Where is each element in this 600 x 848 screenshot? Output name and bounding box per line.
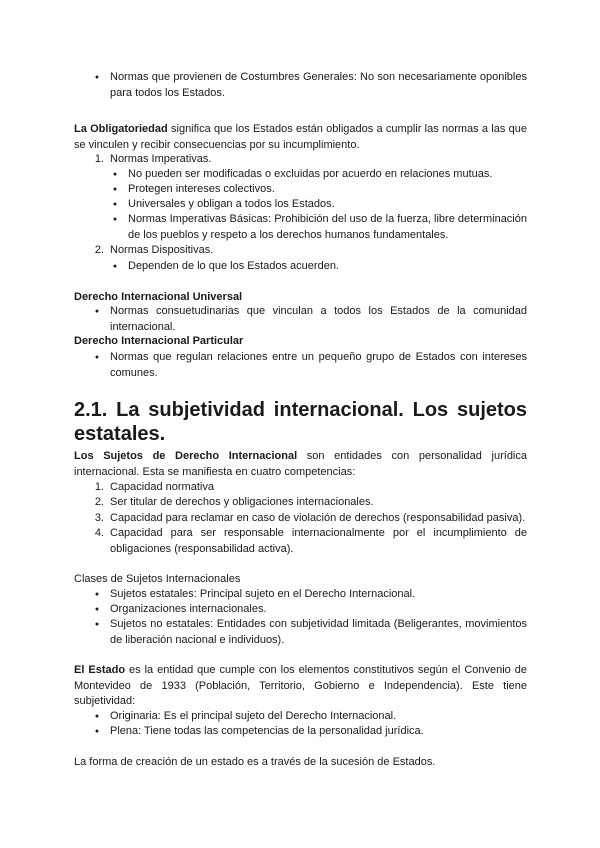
bullet-icon <box>90 724 104 741</box>
numbered-item-dispositivas <box>94 243 527 259</box>
list-item-text: Originaria: Es el principal sujeto del Derecho Internacional. <box>110 710 397 722</box>
list-item <box>128 259 527 275</box>
list-item <box>110 617 527 648</box>
list-item-text: Sujetos estatales: Principal sujeto en el Derecho Internacional. <box>110 588 416 600</box>
list-item <box>128 167 527 183</box>
list-item-text: Organizaciones internacionales. <box>110 603 267 615</box>
sujetos-text: son entidades con personalidad jurídica internacional. Esta se manifiesta en cuatro competencias: <box>74 450 527 478</box>
list-item <box>110 350 527 381</box>
estado-term: El Estado <box>74 664 126 676</box>
obligatoriedad-term: La Obligatoriedad <box>74 123 168 135</box>
obligatoriedad-paragraph <box>74 122 527 153</box>
list-number: 3. <box>94 512 104 524</box>
list-item <box>110 709 527 725</box>
bullet-icon <box>90 304 104 321</box>
list-item <box>110 304 527 335</box>
list-item-text: Dependen de lo que los Estados acuerden. <box>128 260 339 272</box>
list-item-text: Normas Imperativas. <box>110 153 212 165</box>
list-number: 1. <box>94 481 104 493</box>
bullet-icon <box>90 70 104 87</box>
list-item <box>128 182 527 198</box>
list-item-text: Capacidad normativa <box>110 481 214 493</box>
numbered-item <box>94 511 527 527</box>
list-item <box>110 724 527 740</box>
list-item-text: No pueden ser modificadas o excluidas por acuerdo en relaciones mutuas. <box>128 168 493 180</box>
list-item-text: Sujetos no estatales: Entidades con subjetividad limitada (Beligerantes, movimientos de liberación nacional e individuos). <box>110 618 527 646</box>
list-number: 1. <box>94 153 104 165</box>
universal-heading: Derecho Internacional Universal <box>74 291 243 303</box>
list-item <box>110 602 527 618</box>
bullet-icon <box>90 350 104 367</box>
list-item-text: Plena: Tiene todas las competencias de la personalidad jurídica. <box>110 725 424 737</box>
bullet-icon <box>108 259 122 276</box>
numbered-item <box>94 480 527 496</box>
section-title: 2.1. La subjetividad internacional. Los sujetos estatales. <box>74 399 527 445</box>
estado-paragraph <box>74 663 527 710</box>
list-item-text: Ser titular de derechos y obligaciones internacionales. <box>110 496 374 508</box>
numbered-item <box>94 495 527 511</box>
obligatoriedad-text: significa que los Estados están obligados a cumplir las normas a las que se vinculen y recibir consecuencias por su incumplimiento. <box>74 123 527 151</box>
list-item-text: Capacidad para reclamar en caso de violación de derechos (responsabilidad pasiva). <box>110 512 526 524</box>
list-item <box>128 197 527 213</box>
list-item <box>110 70 527 101</box>
list-item-text: Capacidad para ser responsable internacionalmente por el incumplimiento de obligaciones (responsabilidad activa). <box>110 527 527 555</box>
estado-text: es la entidad que cumple con los elementos constitutivos según el Convenio de Montevideo de 1933 (Población, Territorio, Gobierno e Independencia). Este tiene subjetividad: <box>74 664 528 707</box>
list-item-text: Universales y obligan a todos los Estados. <box>128 198 335 210</box>
bullet-icon <box>108 212 122 229</box>
sujetos-term: Los Sujetos de Derecho Internacional <box>74 450 298 462</box>
clases-heading: Clases de Sujetos Internacionales <box>74 573 241 585</box>
list-item-text: Normas consuetudinarias que vinculan a todos los Estados de la comunidad internacional. <box>110 305 527 333</box>
list-item <box>110 587 527 603</box>
list-number: 2. <box>94 244 104 256</box>
numbered-item-imperativas <box>94 152 527 168</box>
list-item-text: Normas que regulan relaciones entre un pequeño grupo de Estados con intereses comunes. <box>110 351 527 379</box>
list-item <box>128 212 527 243</box>
particular-heading: Derecho Internacional Particular <box>74 335 244 347</box>
bullet-icon <box>90 617 104 634</box>
numbered-item <box>94 526 527 557</box>
list-item-text: Normas que provienen de Costumbres Generales: No son necesariamente oponibles para todos los Estados. <box>110 71 527 99</box>
list-item-text: Protegen intereses colectivos. <box>128 183 275 195</box>
list-number: 2. <box>94 496 104 508</box>
list-item-text: Normas Dispositivas. <box>110 244 214 256</box>
list-item-text: Normas Imperativas Básicas: Prohibición del uso de la fuerza, libre determinación de los pueblos y respeto a los derechos humanos fundamentales. <box>128 213 527 241</box>
sujetos-paragraph <box>74 449 527 480</box>
forma-paragraph: La forma de creación de un estado es a través de la sucesión de Estados. <box>74 756 436 768</box>
list-number: 4. <box>94 527 104 539</box>
